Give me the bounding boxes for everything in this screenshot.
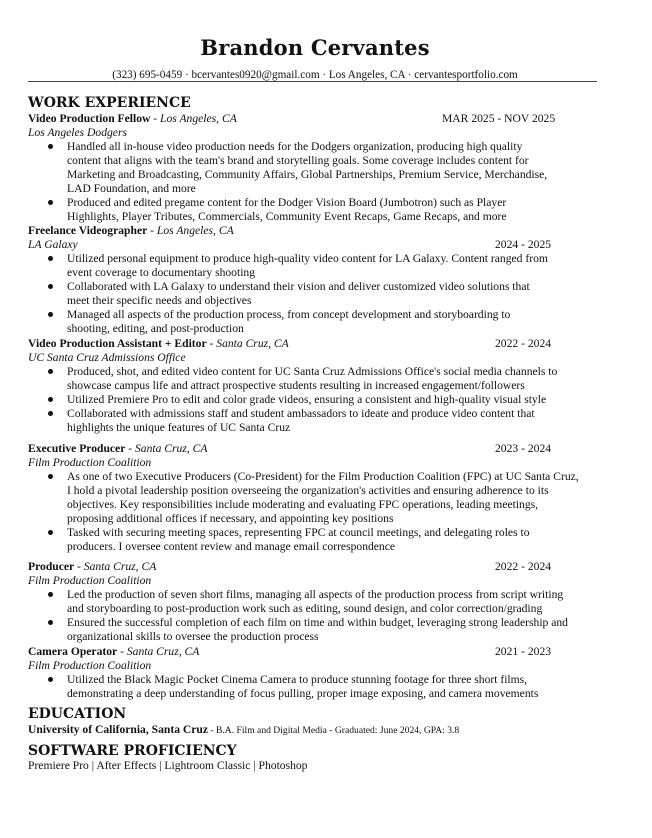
candidate-name: Brandon Cervantes [200, 35, 430, 60]
job-dates: 2023 - 2024 [495, 442, 552, 455]
bullet-dot [48, 200, 53, 205]
education-heading: EDUCATION [28, 706, 127, 722]
job-title: Video Production Fellow [28, 112, 151, 125]
bullet-text: Ensured the successful completion of each film on time and within budget, leveraging strong leadership and organizational skills to oversee the production process [67, 616, 568, 643]
bullet-dot [48, 620, 53, 625]
job-dates: 2024 - 2025 [495, 238, 552, 251]
job-dates: 2022 - 2024 [495, 337, 552, 350]
bullet-text: Collaborated with admissions staff and student ambassadors to ideate and produce video content that highlights the unique features of UC Santa Cruz [67, 407, 535, 434]
job-organization: LA Galaxy [28, 238, 78, 251]
bullet-text: Managed all aspects of the production process, from concept development and storyboarding to shooting, editing, and post-production [67, 308, 511, 335]
job-organization: Film Production Coalition [28, 456, 152, 469]
bullet-text: As one of two Executive Producers (Co-President) for the Film Production Coalition (FPC) at UC Santa Cruz, I hold a pivotal leadership position overseeing the organization's activities and ensuring adherence to its objectives. Key responsibilities include moderating and evaluating FPC operations, leading meetings, proposing additional offices if necessary, and appointing key positions [67, 470, 579, 525]
contact-line: (323) 695-0459 · bcervantes0920@gmail.com · Los Angeles, CA · cervantesportfolio.com [112, 69, 518, 81]
bullet-text: Produced and edited pregame content for the Dodger Vision Board (Jumbotron) such as Player Highlights, Player Tributes, Commercials, Community Event Recaps, Game Recaps, and more [67, 196, 507, 223]
job-location: - Santa Cruz, CA [125, 442, 208, 455]
job-organization: Film Production Coalition [28, 574, 152, 587]
job-title-line [28, 645, 618, 659]
bullet-text: Tasked with securing meeting spaces, representing FPC at council meetings, and delegating roles to producers. I oversee content review and manage email correspondence [67, 526, 530, 553]
bullet-dot [48, 144, 53, 149]
job-location: - Los Angeles, CA [147, 224, 234, 237]
job-title-line [28, 224, 618, 238]
job-dates: 2022 - 2024 [495, 560, 552, 573]
job-location: - Los Angeles, CA [150, 112, 237, 125]
job-title: Producer [28, 560, 75, 573]
job-location: - Santa Cruz, CA [117, 645, 200, 658]
job-title-line [28, 442, 618, 456]
bullet-text: Led the production of seven short films, managing all aspects of the production process from script writing and storyboarding to post-production work such as editing, sound design, and color correction/grading [67, 588, 564, 615]
bullet-dot [48, 411, 53, 416]
bullet-text: Produced, shot, and edited video content for UC Santa Cruz Admissions Office's social media channels to showcase campus life and attract prospective students resulting in increased engagement/followers [67, 365, 558, 392]
job-organization: UC Santa Cruz Admissions Office [28, 351, 186, 364]
degree-details: - B.A. Film and Digital Media - Graduated: June 2024, GPA: 3.8 [208, 725, 460, 736]
work-experience-heading: WORK EXPERIENCE [28, 95, 191, 111]
job-dates: 2021 - 2023 [495, 645, 552, 658]
bullet-text: Collaborated with LA Galaxy to understand their vision and deliver customized video solutions that meet their specific needs and objectives [67, 280, 530, 307]
bullet-dot [48, 284, 53, 289]
bullet-dot [48, 397, 53, 402]
job-title-line [28, 560, 618, 574]
job-location: - Santa Cruz, CA [74, 560, 157, 573]
bullet-text: Handled all in-house video production needs for the Dodgers organization, producing high quality content that aligns with the team's brand and storytelling goals. Some coverage includes content for Marketing and Broadcasting, Community Affairs, Global Partnerships, Premium Service, Merchandise, LAD Foundation, and more [67, 140, 548, 195]
bullet-dot [48, 312, 53, 317]
job-location: - Santa Cruz, CA [206, 337, 289, 350]
bullet-dot [48, 677, 53, 682]
software-heading: SOFTWARE PROFICIENCY [28, 743, 237, 759]
bullet-text: Utilized the Black Magic Pocket Cinema Camera to produce stunning footage for three short films, demonstrating a deep understanding of focus pulling, proper image exposing, and camera movements [67, 673, 539, 700]
bullet-dot [48, 256, 53, 261]
job-organization-line [28, 238, 618, 252]
bullet-text: Utilized personal equipment to produce high-quality video content for LA Galaxy. Content ranged from event coverage to documentary shooting [67, 252, 548, 279]
header-divider [28, 81, 597, 82]
education-line [28, 723, 618, 737]
bullet-text: Utilized Premiere Pro to edit and color grade videos, ensuring a consistent and high-quality visual style [67, 393, 547, 406]
job-title: Video Production Assistant + Editor [28, 337, 207, 350]
job-organization: Los Angeles Dodgers [28, 126, 127, 139]
bullet-dot [48, 530, 53, 535]
school-name: University of California, Santa Cruz [28, 723, 209, 736]
job-title: Executive Producer [28, 442, 126, 455]
job-title-line [28, 337, 618, 351]
bullet-dot [48, 369, 53, 374]
job-title: Camera Operator [28, 645, 118, 658]
job-dates: MAR 2025 - NOV 2025 [442, 112, 556, 125]
bullet-dot [48, 592, 53, 597]
bullet-dot [48, 474, 53, 479]
job-organization: Film Production Coalition [28, 659, 152, 672]
job-title-line [28, 112, 618, 126]
job-title: Freelance Videographer [28, 224, 148, 237]
software-list: Premiere Pro | After Effects | Lightroom Classic | Photoshop [28, 759, 308, 772]
